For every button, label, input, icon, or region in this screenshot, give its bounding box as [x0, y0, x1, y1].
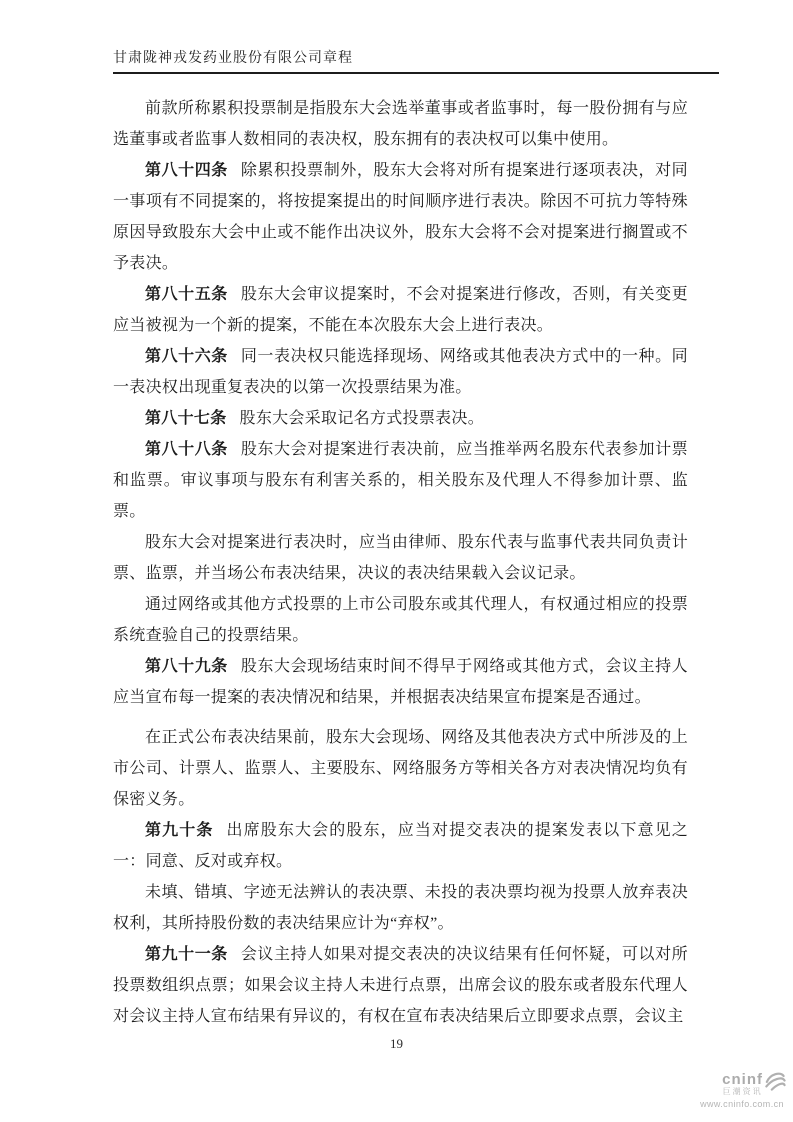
cninfo-logo — [698, 1072, 786, 1109]
paragraph-text: 股东大会对提案进行表决时，应当由律师、股东代表与监事代表共同负责计票、监票，并当场公布表决结果，决议的表决结果载入会议记录。 — [113, 534, 688, 582]
article-number: 第八十四条 — [145, 162, 228, 179]
paragraph-text: 会议主持人如果对提交表决的决议结果有任何怀疑，可以对所投票数组织点票；如果会议主持人未进行点票，出席会议的股东或者股东代理人对会议主持人宣布结果有异议的，有权在宣布表决结果后立即要求点票，会议主 — [113, 946, 688, 1025]
paragraph-text: 除累积投票制外，股东大会将对所有提案进行逐项表决，对同一事项有不同提案的，将按提案提出的时间顺序进行表决。除因不可抗力等特殊原因导致股东大会中止或不能作出决议外，股东大会将不会对提案进行搁置或不予表决。 — [113, 162, 688, 272]
cninfo-brand-text: cninf — [722, 1071, 763, 1088]
paragraph — [113, 93, 688, 155]
article-number: 第八十七条 — [145, 410, 227, 427]
cninfo-swirl-icon — [764, 1071, 786, 1091]
article-number: 第八十五条 — [145, 286, 228, 303]
paragraph-text: 在正式公布表决结果前，股东大会现场、网络及其他表决方式中所涉及的上市公司、计票人、监票人、主要股东、网络服务方等相关各方对表决情况均负有保密义务。 — [113, 729, 688, 808]
paragraph-text: 股东大会现场结束时间不得早于网络或其他方式，会议主持人应当宣布每一提案的表决情况和结果，并根据表决结果宣布提案是否通过。 — [113, 658, 688, 706]
paragraph-text: 未填、错填、字迹无法辨认的表决票、未投的表决票均视为投票人放弃表决权利，其所持股份数的表决结果应计为“弃权”。 — [113, 884, 688, 932]
paragraph-text: 股东大会审议提案时，不会对提案进行修改，否则，有关变更应当被视为一个新的提案，不能在本次股东大会上进行表决。 — [113, 286, 688, 334]
page-header — [113, 50, 719, 74]
paragraph-text: 股东大会对提案进行表决前，应当推举两名股东代表参加计票和监票。审议事项与股东有利害关系的，相关股东及代理人不得参加计票、监票。 — [113, 441, 688, 520]
document-body — [113, 93, 688, 1032]
paragraph — [113, 434, 688, 527]
article-number: 第八十六条 — [145, 348, 228, 365]
paragraph — [113, 877, 688, 939]
paragraph-text: 出席股东大会的股东，应当对提交表决的提案发表以下意见之一：同意、反对或弃权。 — [113, 822, 688, 870]
paragraph — [113, 341, 688, 403]
cninfo-wordmark — [722, 1072, 763, 1097]
article-number: 第九十一条 — [145, 946, 228, 963]
page-number: 19 — [390, 1036, 403, 1051]
header-title: 甘肃陇神戎发药业股份有限公司章程 — [113, 51, 353, 66]
paragraph-text: 通过网络或其他方式投票的上市公司股东或其代理人，有权通过相应的投票系统查验自己的投票结果。 — [113, 596, 688, 644]
cninfo-url-text: www.cninfo.com.cn — [700, 1099, 784, 1109]
paragraph — [113, 722, 688, 815]
article-number: 第八十九条 — [145, 658, 228, 675]
cninfo-chinese-name: 巨潮资讯 — [722, 1087, 763, 1096]
paragraph — [113, 589, 688, 651]
cninfo-logo-row — [698, 1072, 786, 1097]
paragraph — [113, 279, 688, 341]
article-number: 第八十八条 — [145, 441, 228, 458]
paragraph-text: 股东大会采取记名方式投票表决。 — [239, 410, 485, 427]
paragraph — [113, 651, 688, 713]
article-number: 第九十条 — [145, 822, 214, 839]
paragraph — [113, 403, 688, 434]
paragraph-text: 前款所称累积投票制是指股东大会选举董事或者监事时，每一股份拥有与应选董事或者监事人数相同的表决权，股东拥有的表决权可以集中使用。 — [113, 100, 688, 148]
paragraph — [113, 155, 688, 279]
paragraph — [113, 527, 688, 589]
paragraph — [113, 815, 688, 877]
paragraph-text: 同一表决权只能选择现场、网络或其他表决方式中的一种。同一表决权出现重复表决的以第一次投票结果为准。 — [113, 348, 688, 396]
header-divider — [113, 72, 719, 74]
paragraph — [113, 939, 688, 1032]
